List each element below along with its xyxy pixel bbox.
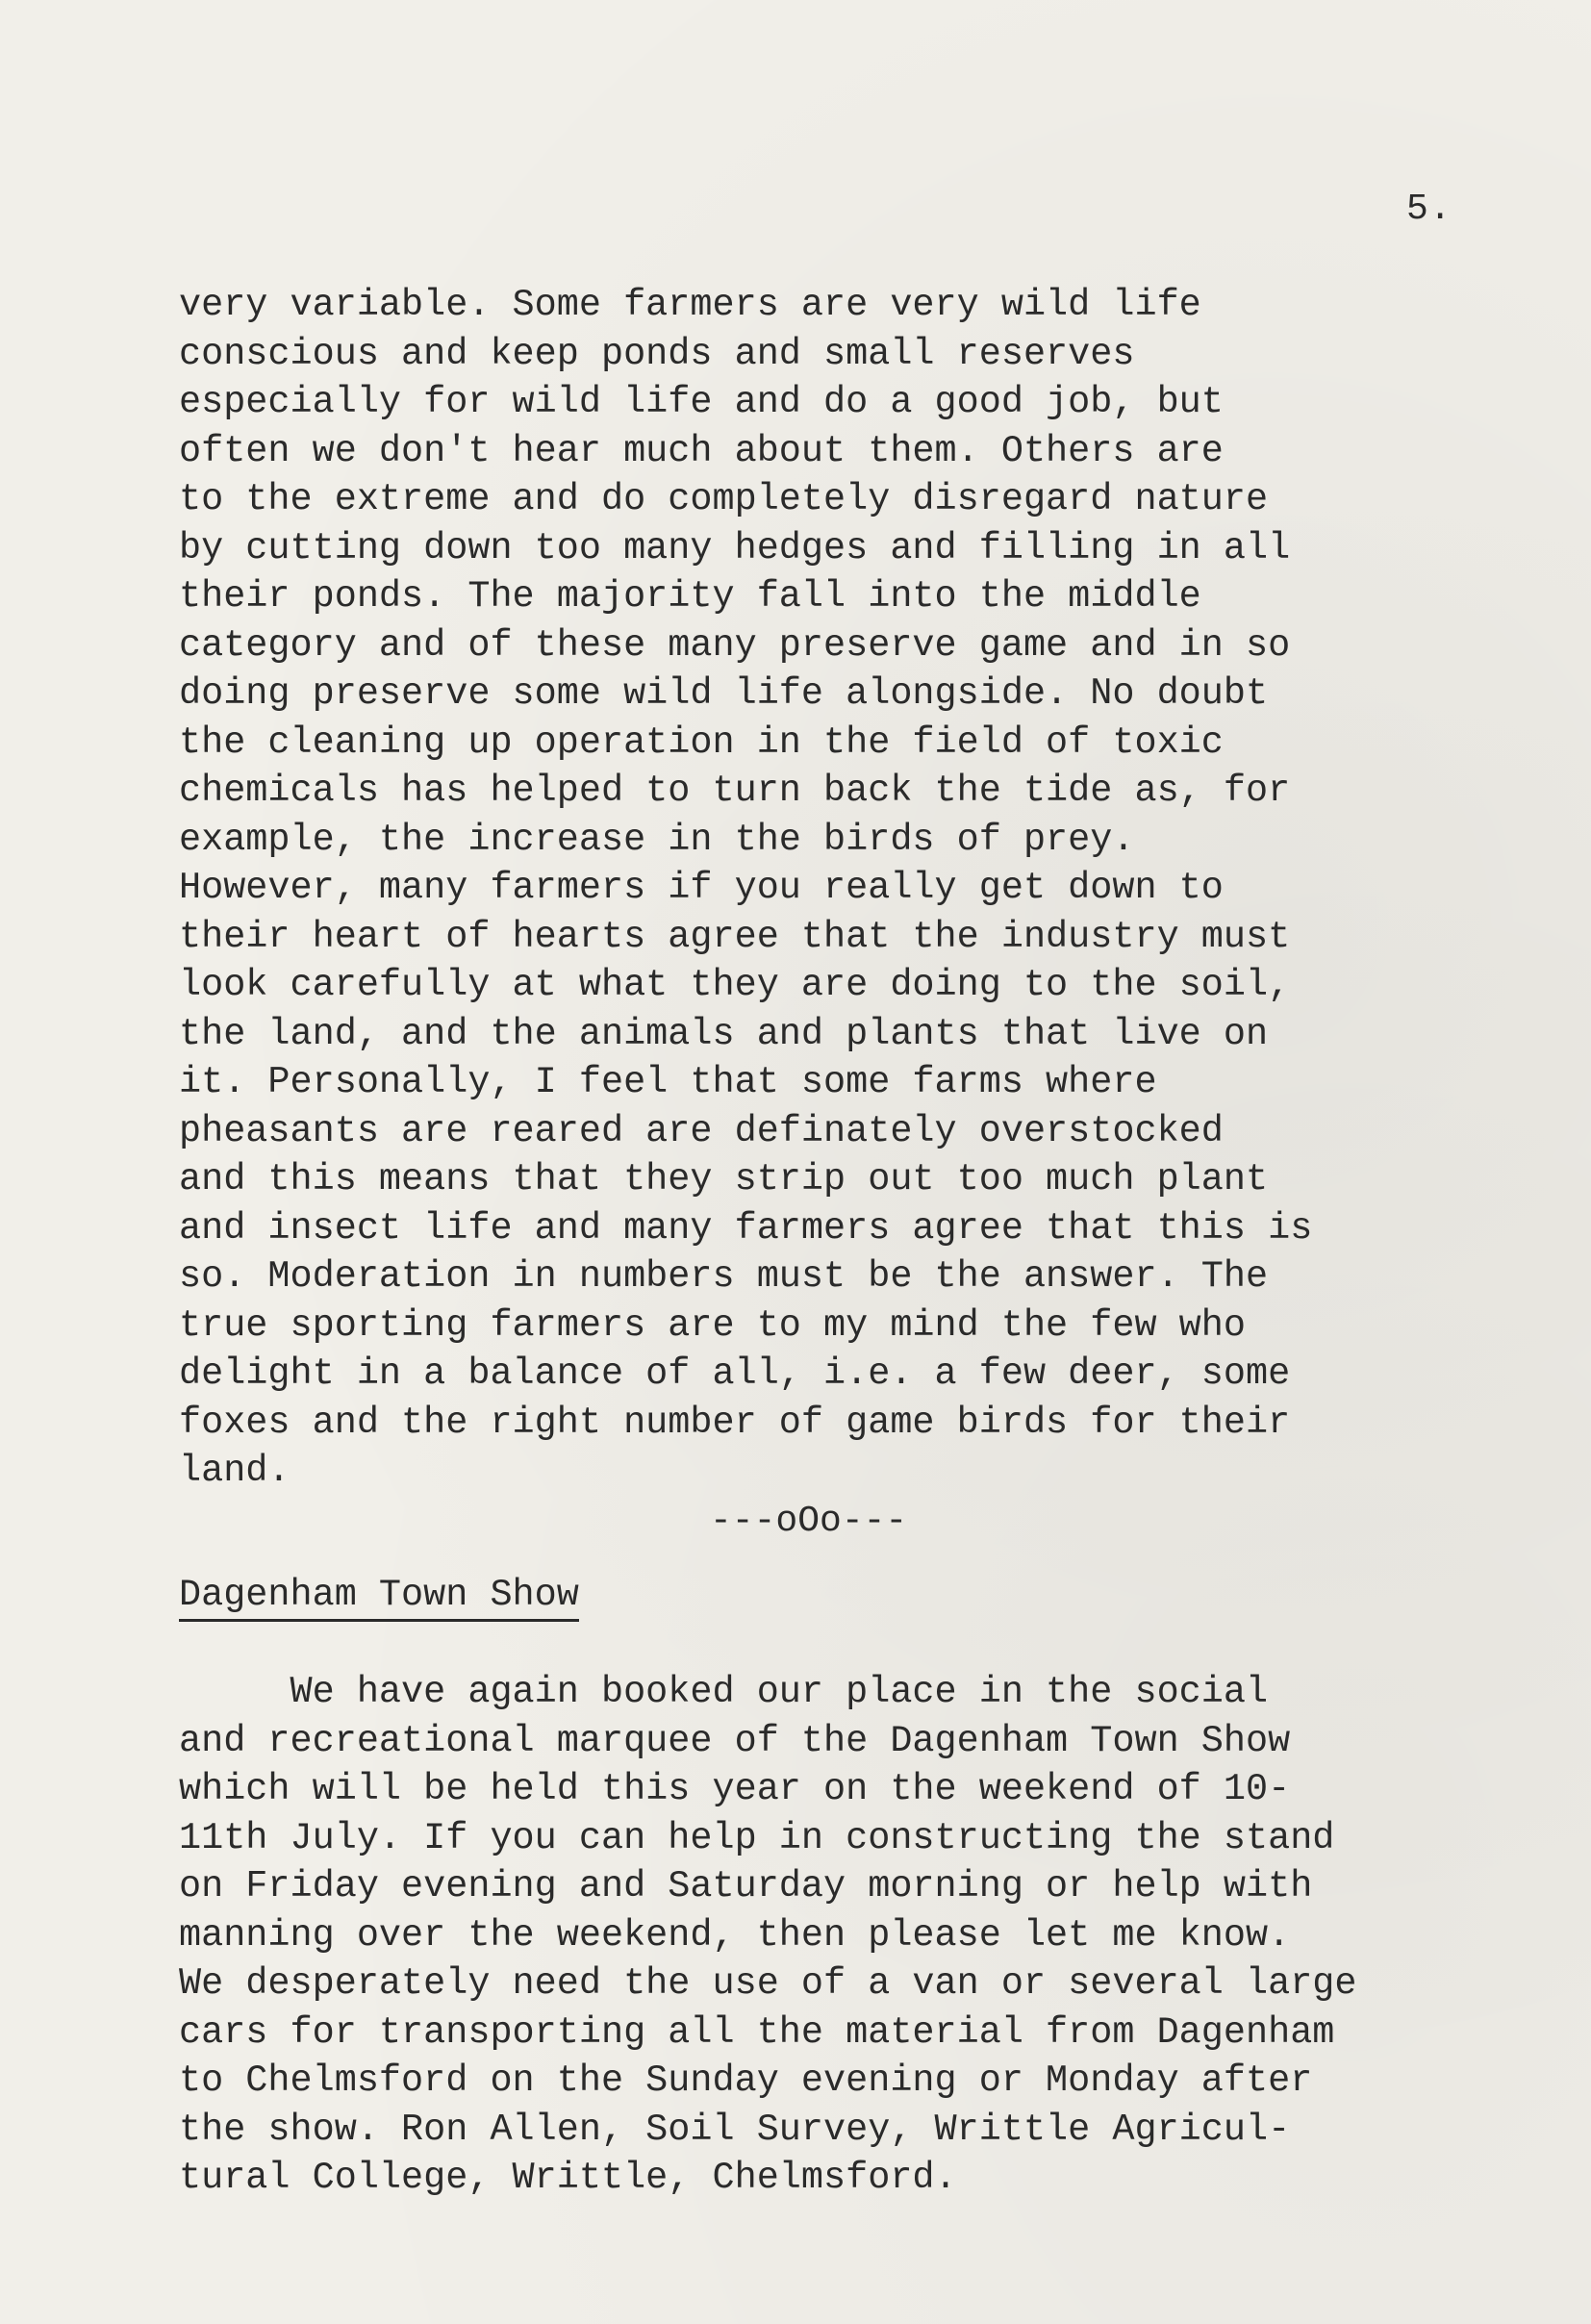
text-line: which will be held this year on the weekend of 10- bbox=[179, 1768, 1291, 1810]
text-line: doing preserve some wild life alongside. No doubt bbox=[179, 672, 1269, 715]
text-line: We have again booked our place in the social bbox=[179, 1671, 1269, 1713]
text-line: on Friday evening and Saturday morning or help with bbox=[179, 1865, 1313, 1907]
text-line: manning over the weekend, then please let me know. bbox=[179, 1913, 1291, 1957]
text-line: and insect life and many farmers agree that this is bbox=[179, 1206, 1313, 1250]
text-line: and recreational marquee of the Dagenham Town Show bbox=[179, 1719, 1291, 1762]
text-line: foxes and the right number of game birds for their bbox=[179, 1401, 1291, 1444]
text-line: the land, and the animals and plants that live on bbox=[179, 1012, 1269, 1055]
text-line: However, many farmers if you really get down to bbox=[179, 867, 1224, 909]
text-line: delight in a balance of all, i.e. a few deer, some bbox=[179, 1352, 1291, 1395]
text-line: often we don't hear much about them. Others are bbox=[179, 429, 1224, 472]
text-line: example, the increase in the birds of prey. bbox=[179, 818, 1135, 861]
text-line: We desperately need the use of a van or several large bbox=[179, 1962, 1357, 2005]
text-line: conscious and keep ponds and small reserves bbox=[179, 332, 1135, 375]
text-line: true sporting farmers are to my mind the few who bbox=[179, 1303, 1246, 1347]
text-line: so. Moderation in numbers must be the answer. The bbox=[179, 1255, 1269, 1298]
text-line: their heart of hearts agree that the industry must bbox=[179, 915, 1291, 958]
text-line: their ponds. The majority fall into the middle bbox=[179, 575, 1201, 618]
text-line: to the extreme and do completely disregard nature bbox=[179, 478, 1269, 520]
page-number: 5. bbox=[1406, 189, 1452, 230]
text-line: it. Personally, I feel that some farms where bbox=[179, 1061, 1157, 1103]
text-line: land. bbox=[179, 1450, 290, 1492]
text-line: by cutting down too many hedges and filling in all bbox=[179, 526, 1291, 569]
text-line: especially for wild life and do a good job, but bbox=[179, 381, 1224, 423]
text-line: the show. Ron Allen, Soil Survey, Writtle Agricul- bbox=[179, 2108, 1291, 2151]
section-heading: Dagenham Town Show bbox=[179, 1571, 579, 1622]
text-line: to Chelmsford on the Sunday evening or Monday after bbox=[179, 2059, 1313, 2102]
text-line: the cleaning up operation in the field of toxic bbox=[179, 720, 1224, 764]
text-line: pheasants are reared are definately overstocked bbox=[179, 1109, 1224, 1152]
paragraph-farming-wildlife bbox=[179, 281, 1468, 1496]
text-line: and this means that they strip out too much plant bbox=[179, 1158, 1269, 1200]
section-divider: ---oOo--- bbox=[710, 1501, 908, 1542]
paragraph-town-show bbox=[179, 1668, 1468, 2203]
text-line: cars for transporting all the material from Dagenham bbox=[179, 2010, 1335, 2054]
text-line: look carefully at what they are doing to the soil, bbox=[179, 964, 1291, 1006]
text-line: 11th July. If you can help in constructing the stand bbox=[179, 1816, 1335, 1859]
text-line: very variable. Some farmers are very wild life bbox=[179, 284, 1201, 326]
text-line: chemicals has helped to turn back the tide as, for bbox=[179, 770, 1291, 812]
text-line: tural College, Writtle, Chelmsford. bbox=[179, 2157, 957, 2199]
text-line: category and of these many preserve game and in so bbox=[179, 623, 1291, 667]
